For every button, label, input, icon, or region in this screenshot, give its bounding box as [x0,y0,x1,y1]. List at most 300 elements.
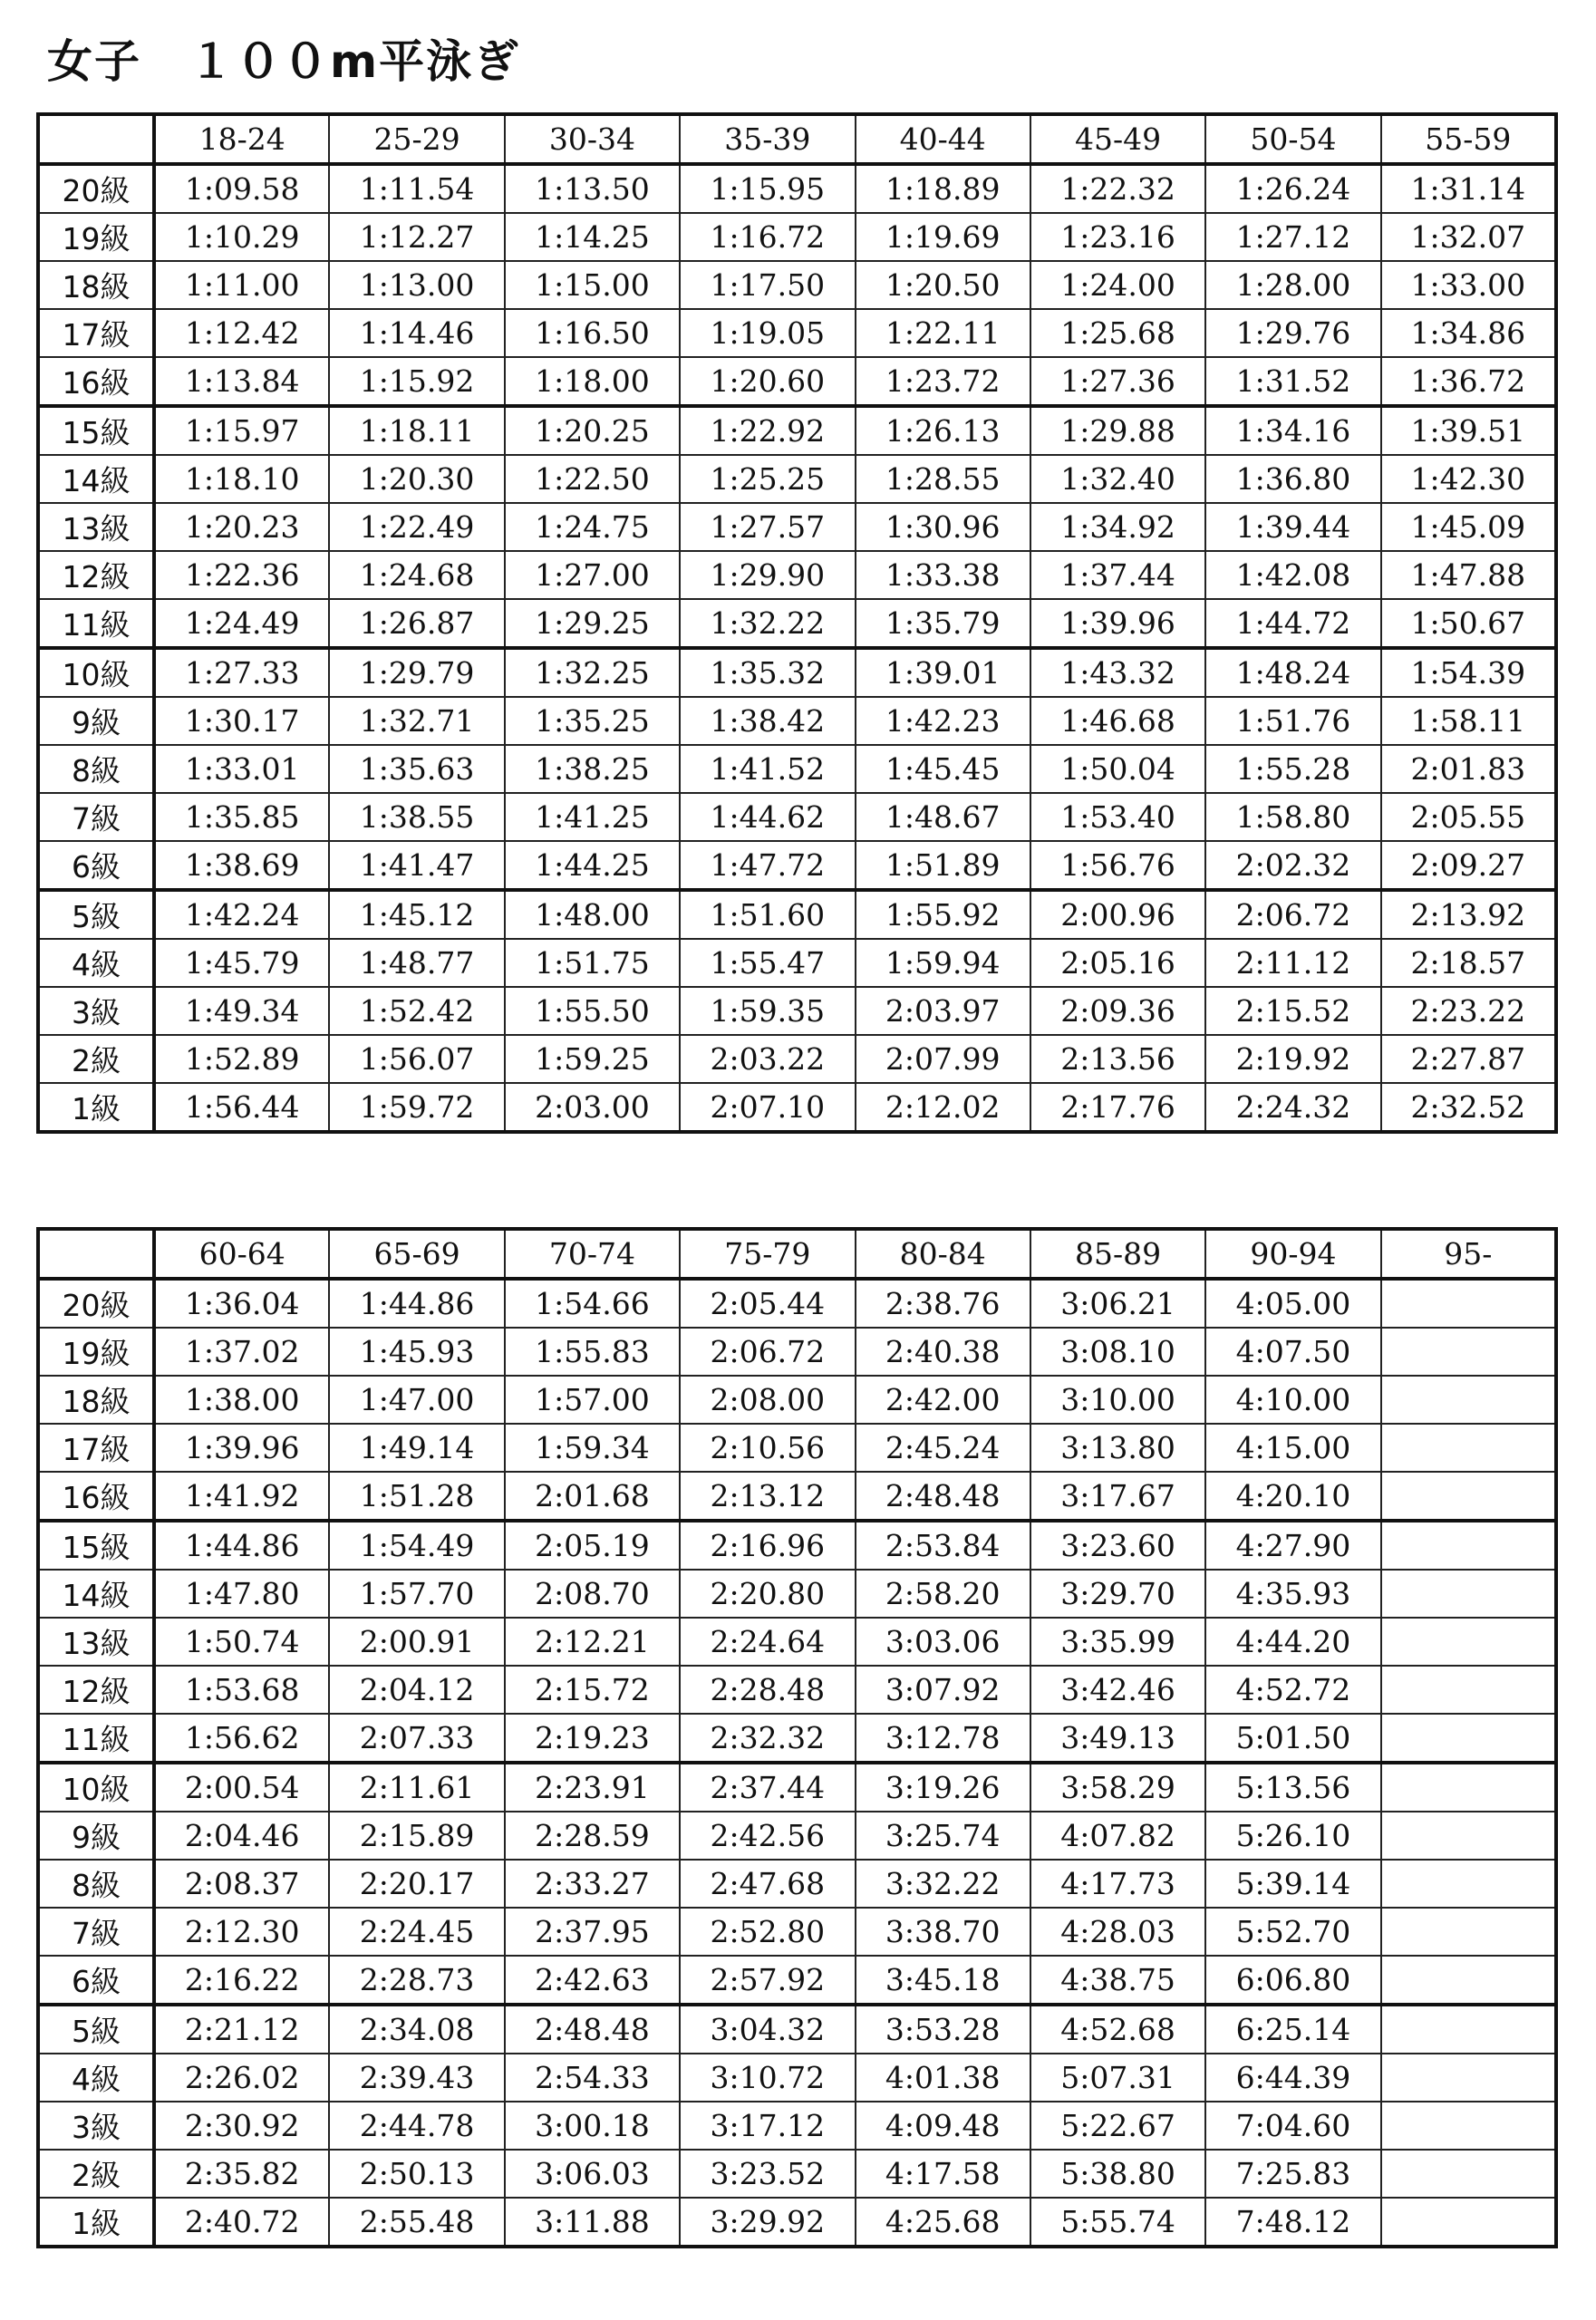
time-cell: 1:47.00 [329,1376,504,1424]
time-cell: 1:38.42 [680,697,855,745]
table-row [38,2198,1556,2247]
grade-label: 15級 [38,1521,154,1570]
time-cell: 1:20.50 [856,261,1030,309]
time-cell: 2:42.00 [856,1376,1030,1424]
table-row [38,841,1556,890]
grade-label: 18級 [38,261,154,309]
table-row [38,2102,1556,2150]
time-cell: 1:12.27 [329,213,504,261]
time-cell: 3:04.32 [680,2005,855,2054]
time-cell: 3:10.00 [1030,1376,1205,1424]
time-cell: 4:17.73 [1030,1860,1205,1908]
time-cell: 2:15.89 [329,1812,504,1860]
time-cell: 1:45.09 [1381,503,1556,551]
time-cell: 1:29.88 [1030,406,1205,455]
time-cell: 1:39.44 [1205,503,1380,551]
time-cell: 1:43.32 [1030,648,1205,697]
grade-label: 14級 [38,1570,154,1618]
time-cell: 1:59.72 [329,1083,504,1132]
time-cell: 1:27.57 [680,503,855,551]
time-cell: 2:05.55 [1381,793,1556,841]
table-row [38,1908,1556,1956]
time-cell: 2:28.48 [680,1666,855,1714]
time-cell: 2:15.72 [505,1666,680,1714]
grade-label: 7級 [38,1908,154,1956]
time-cell: 2:04.12 [329,1666,504,1714]
grade-label: 18級 [38,1376,154,1424]
time-cell: 1:13.00 [329,261,504,309]
time-cell: 1:51.60 [680,890,855,939]
grade-label: 11級 [38,599,154,648]
time-cell: 1:14.25 [505,213,680,261]
time-cell: 2:20.80 [680,1570,855,1618]
time-cell: 3:53.28 [856,2005,1030,2054]
time-cell: 1:54.66 [505,1279,680,1328]
time-cell: 1:51.28 [329,1472,504,1521]
time-cell: 1:29.76 [1205,309,1380,357]
time-cell [1381,2150,1556,2198]
time-cell: 1:13.50 [505,164,680,213]
time-cell: 1:15.00 [505,261,680,309]
time-cell: 1:54.39 [1381,648,1556,697]
time-cell: 1:44.72 [1205,599,1380,648]
time-cell: 1:52.89 [154,1035,329,1083]
time-cell: 1:35.25 [505,697,680,745]
time-cell: 1:57.70 [329,1570,504,1618]
age-group-header: 55-59 [1381,114,1556,164]
table-row [38,1472,1556,1521]
grade-label: 6級 [38,1956,154,2005]
time-cell: 2:10.56 [680,1424,855,1472]
time-cell [1381,2102,1556,2150]
grade-label: 16級 [38,1472,154,1521]
grade-label: 8級 [38,745,154,793]
time-cell: 3:10.72 [680,2054,855,2102]
header-row [38,1229,1556,1279]
time-cell: 1:20.60 [680,357,855,406]
time-cell: 3:25.74 [856,1812,1030,1860]
table-row [38,2005,1556,2054]
time-cell: 1:42.08 [1205,551,1380,599]
table-row [38,939,1556,987]
table-row [38,1424,1556,1472]
grade-label: 1級 [38,1083,154,1132]
age-group-header: 25-29 [329,114,504,164]
time-cell: 1:38.55 [329,793,504,841]
age-group-header: 65-69 [329,1229,504,1279]
grade-label: 20級 [38,1279,154,1328]
age-group-header: 80-84 [856,1229,1030,1279]
time-cell: 6:44.39 [1205,2054,1380,2102]
time-cell: 2:07.99 [856,1035,1030,1083]
age-group-header: 90-94 [1205,1229,1380,1279]
time-cell: 2:03.00 [505,1083,680,1132]
time-cell: 4:20.10 [1205,1472,1380,1521]
time-cell: 4:44.20 [1205,1618,1380,1666]
time-cell [1381,1618,1556,1666]
time-cell: 2:26.02 [154,2054,329,2102]
time-cell: 2:48.48 [856,1472,1030,1521]
time-cell: 1:39.01 [856,648,1030,697]
time-cell: 5:13.56 [1205,1763,1380,1812]
time-cell: 1:48.24 [1205,648,1380,697]
time-cell: 1:35.63 [329,745,504,793]
time-cell: 2:09.36 [1030,987,1205,1035]
time-cell: 4:25.68 [856,2198,1030,2247]
time-cell: 4:07.50 [1205,1328,1380,1376]
time-cell: 7:04.60 [1205,2102,1380,2150]
time-cell: 1:31.14 [1381,164,1556,213]
time-cell: 1:33.01 [154,745,329,793]
time-cell: 1:30.17 [154,697,329,745]
time-cell: 1:29.25 [505,599,680,648]
time-cell: 1:27.12 [1205,213,1380,261]
time-cell: 1:11.54 [329,164,504,213]
time-cell: 1:14.46 [329,309,504,357]
time-cell: 1:36.80 [1205,455,1380,503]
time-cell: 1:53.68 [154,1666,329,1714]
time-cell: 1:59.34 [505,1424,680,1472]
time-cell: 3:45.18 [856,1956,1030,2005]
table-row [38,1714,1556,1763]
time-cell: 1:33.00 [1381,261,1556,309]
grade-label: 20級 [38,164,154,213]
time-cell: 1:33.38 [856,551,1030,599]
grade-label: 16級 [38,357,154,406]
grade-label: 1級 [38,2198,154,2247]
grade-label: 12級 [38,1666,154,1714]
grade-label: 5級 [38,890,154,939]
time-cell: 2:55.48 [329,2198,504,2247]
time-cell: 1:44.62 [680,793,855,841]
time-cell: 2:05.44 [680,1279,855,1328]
time-cell: 1:56.07 [329,1035,504,1083]
table-row [38,1860,1556,1908]
time-cell: 2:17.76 [1030,1083,1205,1132]
time-cell: 1:32.22 [680,599,855,648]
age-group-header: 40-44 [856,114,1030,164]
time-cell: 2:11.12 [1205,939,1380,987]
time-cell: 1:50.04 [1030,745,1205,793]
time-cell: 6:06.80 [1205,1956,1380,2005]
header-row [38,114,1556,164]
time-cell: 1:34.16 [1205,406,1380,455]
age-group-header: 70-74 [505,1229,680,1279]
grade-label: 7級 [38,793,154,841]
time-cell [1381,2054,1556,2102]
table-row [38,599,1556,648]
time-cell [1381,2198,1556,2247]
time-cell: 1:45.45 [856,745,1030,793]
time-cell: 1:37.44 [1030,551,1205,599]
time-cell [1381,1279,1556,1328]
grade-label: 10級 [38,648,154,697]
time-cell: 2:07.10 [680,1083,855,1132]
grade-label: 14級 [38,455,154,503]
time-cell: 1:48.77 [329,939,504,987]
time-cell: 1:34.86 [1381,309,1556,357]
time-cell: 1:19.05 [680,309,855,357]
time-cell: 2:28.59 [505,1812,680,1860]
time-cell [1381,1860,1556,1908]
table-row [38,1328,1556,1376]
time-cell: 2:00.91 [329,1618,504,1666]
time-cell: 3:00.18 [505,2102,680,2150]
time-cell: 4:28.03 [1030,1908,1205,1956]
time-cell: 2:42.63 [505,1956,680,2005]
table-row [38,261,1556,309]
time-cell: 1:24.00 [1030,261,1205,309]
time-cell: 5:07.31 [1030,2054,1205,2102]
time-cell: 1:55.50 [505,987,680,1035]
time-cell: 2:15.52 [1205,987,1380,1035]
age-group-header: 50-54 [1205,114,1380,164]
time-cell: 1:53.40 [1030,793,1205,841]
time-cell: 2:50.13 [329,2150,504,2198]
table-row [38,1666,1556,1714]
time-cell: 1:25.68 [1030,309,1205,357]
time-cell: 5:55.74 [1030,2198,1205,2247]
table-row [38,406,1556,455]
time-cell: 1:52.42 [329,987,504,1035]
age-group-header: 30-34 [505,114,680,164]
time-cell: 1:45.79 [154,939,329,987]
time-cell [1381,1714,1556,1763]
time-cell: 4:09.48 [856,2102,1030,2150]
time-cell: 5:38.80 [1030,2150,1205,2198]
age-group-header: 75-79 [680,1229,855,1279]
time-cell: 1:27.33 [154,648,329,697]
time-cell: 2:23.91 [505,1763,680,1812]
time-cell: 1:13.84 [154,357,329,406]
time-cell: 4:52.72 [1205,1666,1380,1714]
time-cell: 4:27.90 [1205,1521,1380,1570]
time-cell: 1:55.28 [1205,745,1380,793]
grade-label: 10級 [38,1763,154,1812]
time-cell: 1:47.72 [680,841,855,890]
time-cell: 3:49.13 [1030,1714,1205,1763]
table-row [38,1521,1556,1570]
time-cell: 1:35.85 [154,793,329,841]
time-cell [1381,1570,1556,1618]
time-cell: 1:36.04 [154,1279,329,1328]
grade-label: 9級 [38,1812,154,1860]
age-group-header: 18-24 [154,114,329,164]
time-cell: 1:42.23 [856,697,1030,745]
time-cell: 2:40.38 [856,1328,1030,1376]
time-cell: 2:42.56 [680,1812,855,1860]
time-cell: 1:15.97 [154,406,329,455]
time-cell: 7:25.83 [1205,2150,1380,2198]
time-cell: 1:41.52 [680,745,855,793]
time-cell: 3:32.22 [856,1860,1030,1908]
time-cell: 2:08.70 [505,1570,680,1618]
grade-label: 2級 [38,1035,154,1083]
grade-label: 5級 [38,2005,154,2054]
time-cell: 1:24.75 [505,503,680,551]
time-cell: 1:57.00 [505,1376,680,1424]
time-cell: 1:55.92 [856,890,1030,939]
time-cell: 1:22.50 [505,455,680,503]
time-cell: 1:42.24 [154,890,329,939]
time-cell: 4:10.00 [1205,1376,1380,1424]
time-cell: 2:19.23 [505,1714,680,1763]
time-cell: 2:09.27 [1381,841,1556,890]
time-cell: 1:22.49 [329,503,504,551]
time-cell: 1:58.11 [1381,697,1556,745]
time-cell: 2:30.92 [154,2102,329,2150]
time-cell: 1:22.36 [154,551,329,599]
time-cell: 2:39.43 [329,2054,504,2102]
time-cell: 1:18.11 [329,406,504,455]
time-cell: 2:44.78 [329,2102,504,2150]
table-row [38,551,1556,599]
time-cell: 1:44.25 [505,841,680,890]
time-cell: 1:22.32 [1030,164,1205,213]
time-cell: 1:30.96 [856,503,1030,551]
time-cell [1381,1424,1556,1472]
time-cell: 3:06.21 [1030,1279,1205,1328]
time-cell: 1:48.00 [505,890,680,939]
grade-label: 15級 [38,406,154,455]
time-cell: 1:37.02 [154,1328,329,1376]
time-cell: 1:50.74 [154,1618,329,1666]
time-cell: 1:34.92 [1030,503,1205,551]
time-cell: 1:31.52 [1205,357,1380,406]
time-cell: 1:41.92 [154,1472,329,1521]
time-cell: 1:23.72 [856,357,1030,406]
time-cell: 2:28.73 [329,1956,504,2005]
time-cell [1381,1472,1556,1521]
time-cell: 2:19.92 [1205,1035,1380,1083]
table-row [38,1763,1556,1812]
time-cell: 1:56.44 [154,1083,329,1132]
time-cell: 3:17.67 [1030,1472,1205,1521]
table-row [38,890,1556,939]
time-cell: 1:54.49 [329,1521,504,1570]
time-cell: 2:33.27 [505,1860,680,1908]
time-cell: 1:59.94 [856,939,1030,987]
time-cell: 1:41.47 [329,841,504,890]
table-row [38,1956,1556,2005]
time-cell: 2:06.72 [680,1328,855,1376]
time-cell: 4:38.75 [1030,1956,1205,2005]
time-cell: 3:17.12 [680,2102,855,2150]
time-cell: 2:54.33 [505,2054,680,2102]
time-cell: 4:05.00 [1205,1279,1380,1328]
table-row [38,309,1556,357]
time-cell: 1:27.36 [1030,357,1205,406]
time-cell [1381,2005,1556,2054]
time-cell: 2:37.95 [505,1908,680,1956]
grade-label: 6級 [38,841,154,890]
time-cell: 2:11.61 [329,1763,504,1812]
time-cell: 5:22.67 [1030,2102,1205,2150]
time-cell [1381,1956,1556,2005]
time-cell: 1:56.76 [1030,841,1205,890]
time-cell: 1:45.93 [329,1328,504,1376]
time-cell: 1:47.80 [154,1570,329,1618]
time-cell: 1:24.68 [329,551,504,599]
time-cell: 1:36.72 [1381,357,1556,406]
time-cell: 2:24.64 [680,1618,855,1666]
grade-label: 3級 [38,987,154,1035]
grade-label: 2級 [38,2150,154,2198]
time-cell: 1:22.92 [680,406,855,455]
time-cell [1381,1328,1556,1376]
time-cell: 1:15.95 [680,164,855,213]
time-cell [1381,1763,1556,1812]
time-cell: 2:27.87 [1381,1035,1556,1083]
time-cell: 1:49.14 [329,1424,504,1472]
time-cell: 1:32.07 [1381,213,1556,261]
time-cell: 1:56.62 [154,1714,329,1763]
time-cell: 1:26.87 [329,599,504,648]
time-cell: 1:44.86 [329,1279,504,1328]
table-row [38,1035,1556,1083]
time-cell: 3:13.80 [1030,1424,1205,1472]
age-group-header: 85-89 [1030,1229,1205,1279]
time-cell: 3:08.10 [1030,1328,1205,1376]
time-cell: 2:16.22 [154,1956,329,2005]
grade-label: 8級 [38,1860,154,1908]
time-cell: 2:08.37 [154,1860,329,1908]
time-cell: 1:55.83 [505,1328,680,1376]
time-cell: 6:25.14 [1205,2005,1380,2054]
time-cell: 2:24.45 [329,1908,504,1956]
table-row [38,1570,1556,1618]
time-cell: 2:18.57 [1381,939,1556,987]
time-cell: 1:42.30 [1381,455,1556,503]
time-cell: 2:01.83 [1381,745,1556,793]
table-row [38,1618,1556,1666]
table-row [38,1279,1556,1328]
time-cell: 1:51.89 [856,841,1030,890]
time-cell: 4:35.93 [1205,1570,1380,1618]
time-cell: 1:11.00 [154,261,329,309]
time-cell: 1:49.34 [154,987,329,1035]
time-cell: 1:41.25 [505,793,680,841]
table-row [38,1812,1556,1860]
time-cell: 1:32.40 [1030,455,1205,503]
time-cell: 1:27.00 [505,551,680,599]
time-cell [1381,1908,1556,1956]
time-cell: 3:29.70 [1030,1570,1205,1618]
age-group-header: 60-64 [154,1229,329,1279]
time-cell: 1:51.76 [1205,697,1380,745]
time-cell: 2:40.72 [154,2198,329,2247]
time-cell: 3:42.46 [1030,1666,1205,1714]
time-cell: 2:13.92 [1381,890,1556,939]
table-row [38,1376,1556,1424]
time-cell: 3:38.70 [856,1908,1030,1956]
time-cell: 2:45.24 [856,1424,1030,1472]
grade-table-ages-18-59 [36,112,1558,1134]
grade-label: 19級 [38,213,154,261]
time-cell: 4:15.00 [1205,1424,1380,1472]
time-cell: 1:16.72 [680,213,855,261]
time-cell: 1:17.50 [680,261,855,309]
table-row [38,455,1556,503]
time-cell: 3:06.03 [505,2150,680,2198]
time-cell: 1:18.10 [154,455,329,503]
grade-label: 3級 [38,2102,154,2150]
time-cell: 2:06.72 [1205,890,1380,939]
time-cell: 5:52.70 [1205,1908,1380,1956]
grade-label: 17級 [38,1424,154,1472]
time-cell: 2:21.12 [154,2005,329,2054]
grade-label: 4級 [38,2054,154,2102]
